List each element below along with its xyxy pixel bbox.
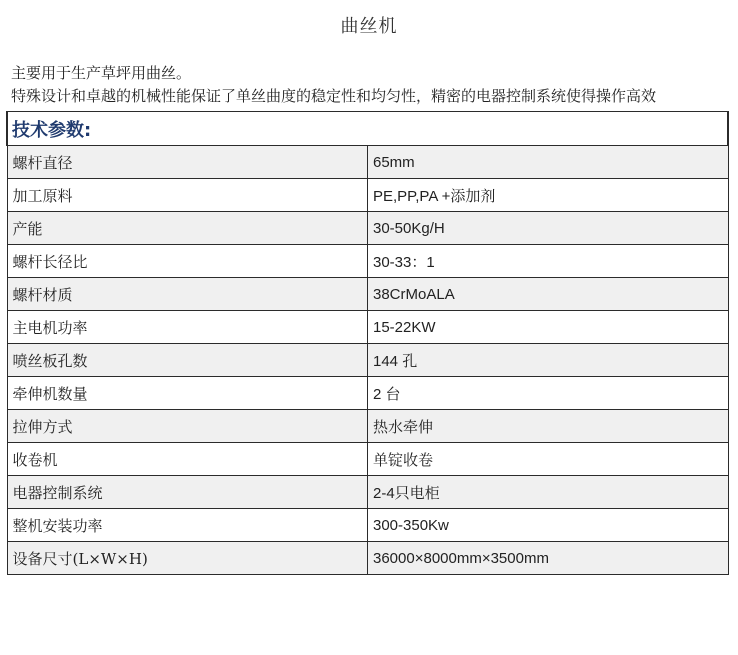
table-row — [7, 542, 728, 575]
table-row — [7, 344, 728, 377]
product-description — [11, 62, 726, 108]
spec-label-cell: 收卷机 — [7, 443, 368, 476]
spec-label-cell: 设备尺寸(L×W×H) — [7, 542, 368, 575]
spec-label-cell: 喷丝板孔数 — [7, 344, 368, 377]
description-line: 主要用于生产草坪用曲丝。 — [11, 64, 192, 82]
spec-label-cell: 主电机功率 — [7, 311, 368, 344]
spec-value-cell: 15-22KW — [368, 311, 729, 344]
table-row — [7, 311, 728, 344]
spec-label-cell: 加工原料 — [7, 179, 368, 212]
table-row — [7, 245, 728, 278]
description-line: 特殊设计和卓越的机械性能保证了单丝曲度的稳定性和均匀性，精密的电器控制系统使得操作高效 — [11, 87, 657, 105]
spec-value-cell: 36000×8000mm×3500mm — [368, 542, 729, 575]
spec-label-cell: 螺杆直径 — [7, 146, 368, 179]
spec-label-cell: 牵伸机数量 — [7, 377, 368, 410]
spec-value-cell: PE,PP,PA +添加剂 — [368, 179, 729, 212]
table-row — [7, 179, 728, 212]
table-row — [7, 377, 728, 410]
spec-value-cell: 30-33：1 — [368, 245, 729, 278]
spec-label-cell: 整机安装功率 — [7, 509, 368, 542]
table-row — [7, 509, 728, 542]
spec-label-cell: 产能 — [7, 212, 368, 245]
spec-table — [6, 111, 729, 575]
table-row — [7, 443, 728, 476]
spec-value-cell: 38CrMoALA — [368, 278, 729, 311]
spec-value-cell: 2 台 — [368, 377, 729, 410]
spec-label-cell: 螺杆长径比 — [7, 245, 368, 278]
spec-value-cell: 30-50Kg/H — [368, 212, 729, 245]
spec-value-cell: 2-4只电柜 — [368, 476, 729, 509]
table-row — [7, 212, 728, 245]
table-row — [7, 278, 728, 311]
spec-value-cell: 单锭收卷 — [368, 443, 729, 476]
spec-label-cell: 拉伸方式 — [7, 410, 368, 443]
spec-value-cell: 144 孔 — [368, 344, 729, 377]
table-row — [7, 476, 728, 509]
spec-label-cell: 电器控制系统 — [7, 476, 368, 509]
spec-table-heading: 技术参数: — [7, 112, 728, 146]
spec-value-cell: 300-350Kw — [368, 509, 729, 542]
spec-value-cell: 65mm — [368, 146, 729, 179]
spec-table-header-row — [7, 112, 728, 146]
page-title: 曲丝机 — [340, 16, 398, 37]
table-row — [7, 410, 728, 443]
spec-value-cell: 热水牵伸 — [368, 410, 729, 443]
table-row — [7, 146, 728, 179]
spec-label-cell: 螺杆材质 — [7, 278, 368, 311]
